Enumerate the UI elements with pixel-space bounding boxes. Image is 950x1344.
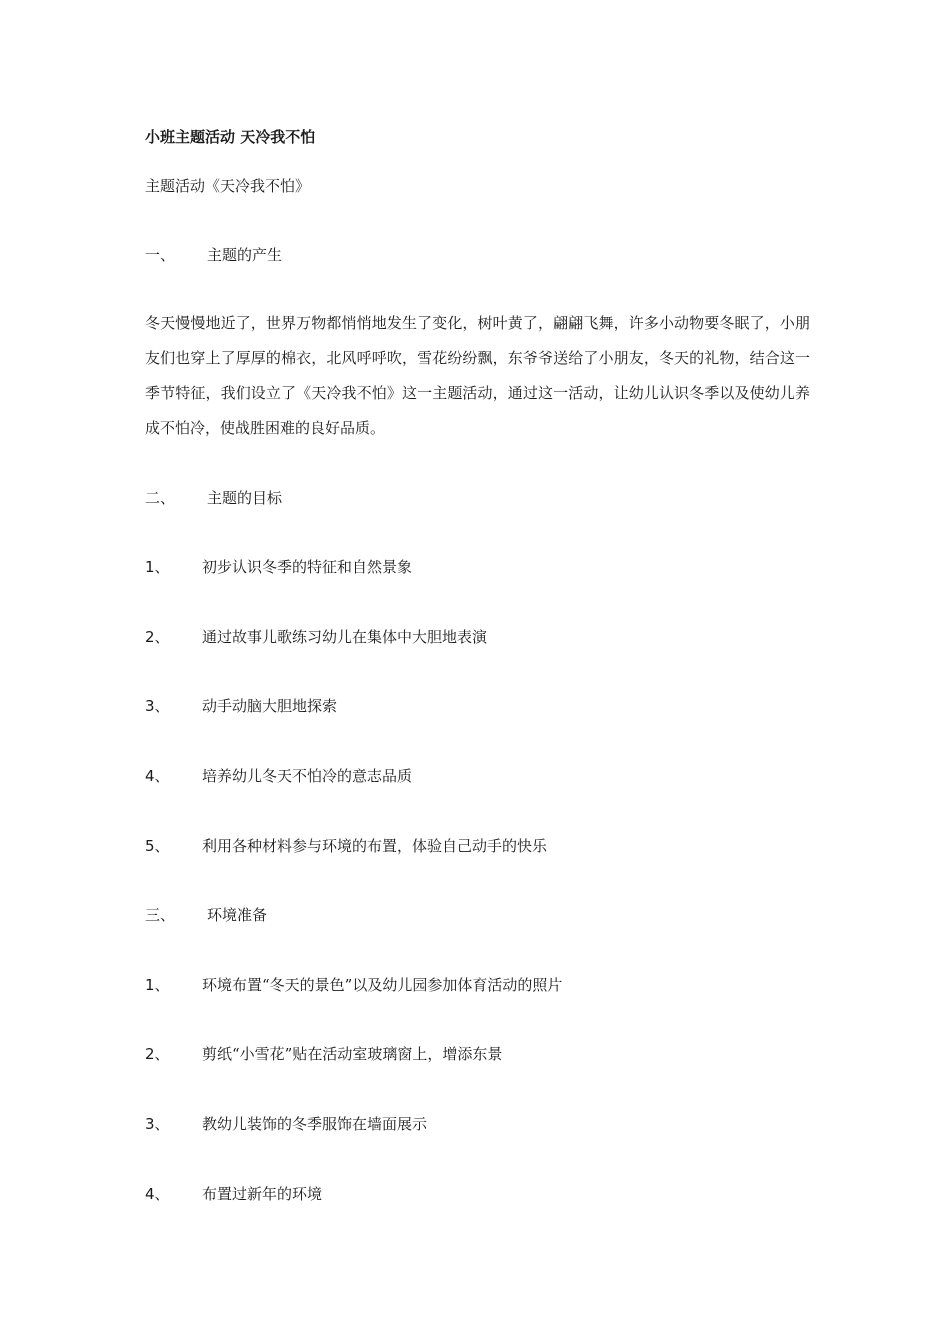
list-item-number: 5、	[145, 837, 170, 855]
list-item	[145, 1044, 502, 1064]
list-item-number: 2、	[145, 1045, 170, 1063]
list-item-number: 1、	[145, 558, 170, 576]
list-item-number: 1、	[145, 976, 170, 994]
list-item-number: 4、	[145, 767, 170, 785]
list-item-text: 动手动脑大胆地探索	[202, 697, 338, 715]
section-number: 二、	[145, 489, 176, 507]
list-item	[145, 836, 547, 856]
body-paragraph: 冬天慢慢地近了，世界万物都悄悄地发生了变化，树叶黄了，翩翩飞舞，许多小动物要冬眠了，小朋友们也穿上了厚厚的棉衣，北风呼呼吹，雪花纷纷飘，东爷爷送给了小朋友，冬天的礼物，结合这一季节特征，我们设立了《天冷我不怕》这一主题活动，通过这一活动，让幼儿认识冬季以及使幼儿养成不怕冷，使战胜困难的良好品质。	[145, 314, 810, 437]
section-heading-text: 主题的目标	[207, 489, 283, 507]
list-item	[145, 975, 562, 995]
list-item	[145, 627, 487, 647]
list-item-text: 培养幼儿冬天不怕冷的意志品质	[202, 767, 413, 785]
list-item-text: 初步认识冬季的特征和自然景象	[202, 558, 413, 576]
section-heading-2	[145, 488, 282, 508]
list-item-text: 利用各种材料参与环境的布置，体验自己动手的快乐	[202, 837, 548, 855]
section-heading-text: 主题的产生	[207, 246, 283, 264]
document-title: 小班主题活动 天冷我不怕	[145, 128, 316, 146]
list-item-text: 剪纸“小雪花”贴在活动室玻璃窗上，增添东景	[202, 1045, 503, 1063]
list-item-text: 通过故事儿歌练习幼儿在集体中大胆地表演	[202, 628, 488, 646]
list-item	[145, 557, 412, 577]
list-item-number: 3、	[145, 1115, 170, 1133]
list-item-number: 2、	[145, 628, 170, 646]
list-item-text: 教幼儿装饰的冬季服饰在墙面展示	[202, 1115, 428, 1133]
section-heading-3	[145, 905, 267, 925]
document-subtitle: 主题活动《天冷我不怕》	[145, 177, 311, 195]
list-item	[145, 696, 337, 716]
section-number: 三、	[145, 906, 176, 924]
list-item-text: 环境布置“冬天的景色”以及幼儿园参加体育活动的照片	[202, 976, 563, 994]
list-item-text: 布置过新年的环境	[202, 1185, 323, 1203]
list-item-number: 3、	[145, 697, 170, 715]
section-number: 一、	[145, 246, 176, 264]
section-heading-1	[145, 245, 282, 265]
section-heading-text: 环境准备	[207, 906, 268, 924]
list-item	[145, 1184, 322, 1204]
list-item-number: 4、	[145, 1185, 170, 1203]
list-item	[145, 1114, 427, 1134]
list-item	[145, 766, 412, 786]
